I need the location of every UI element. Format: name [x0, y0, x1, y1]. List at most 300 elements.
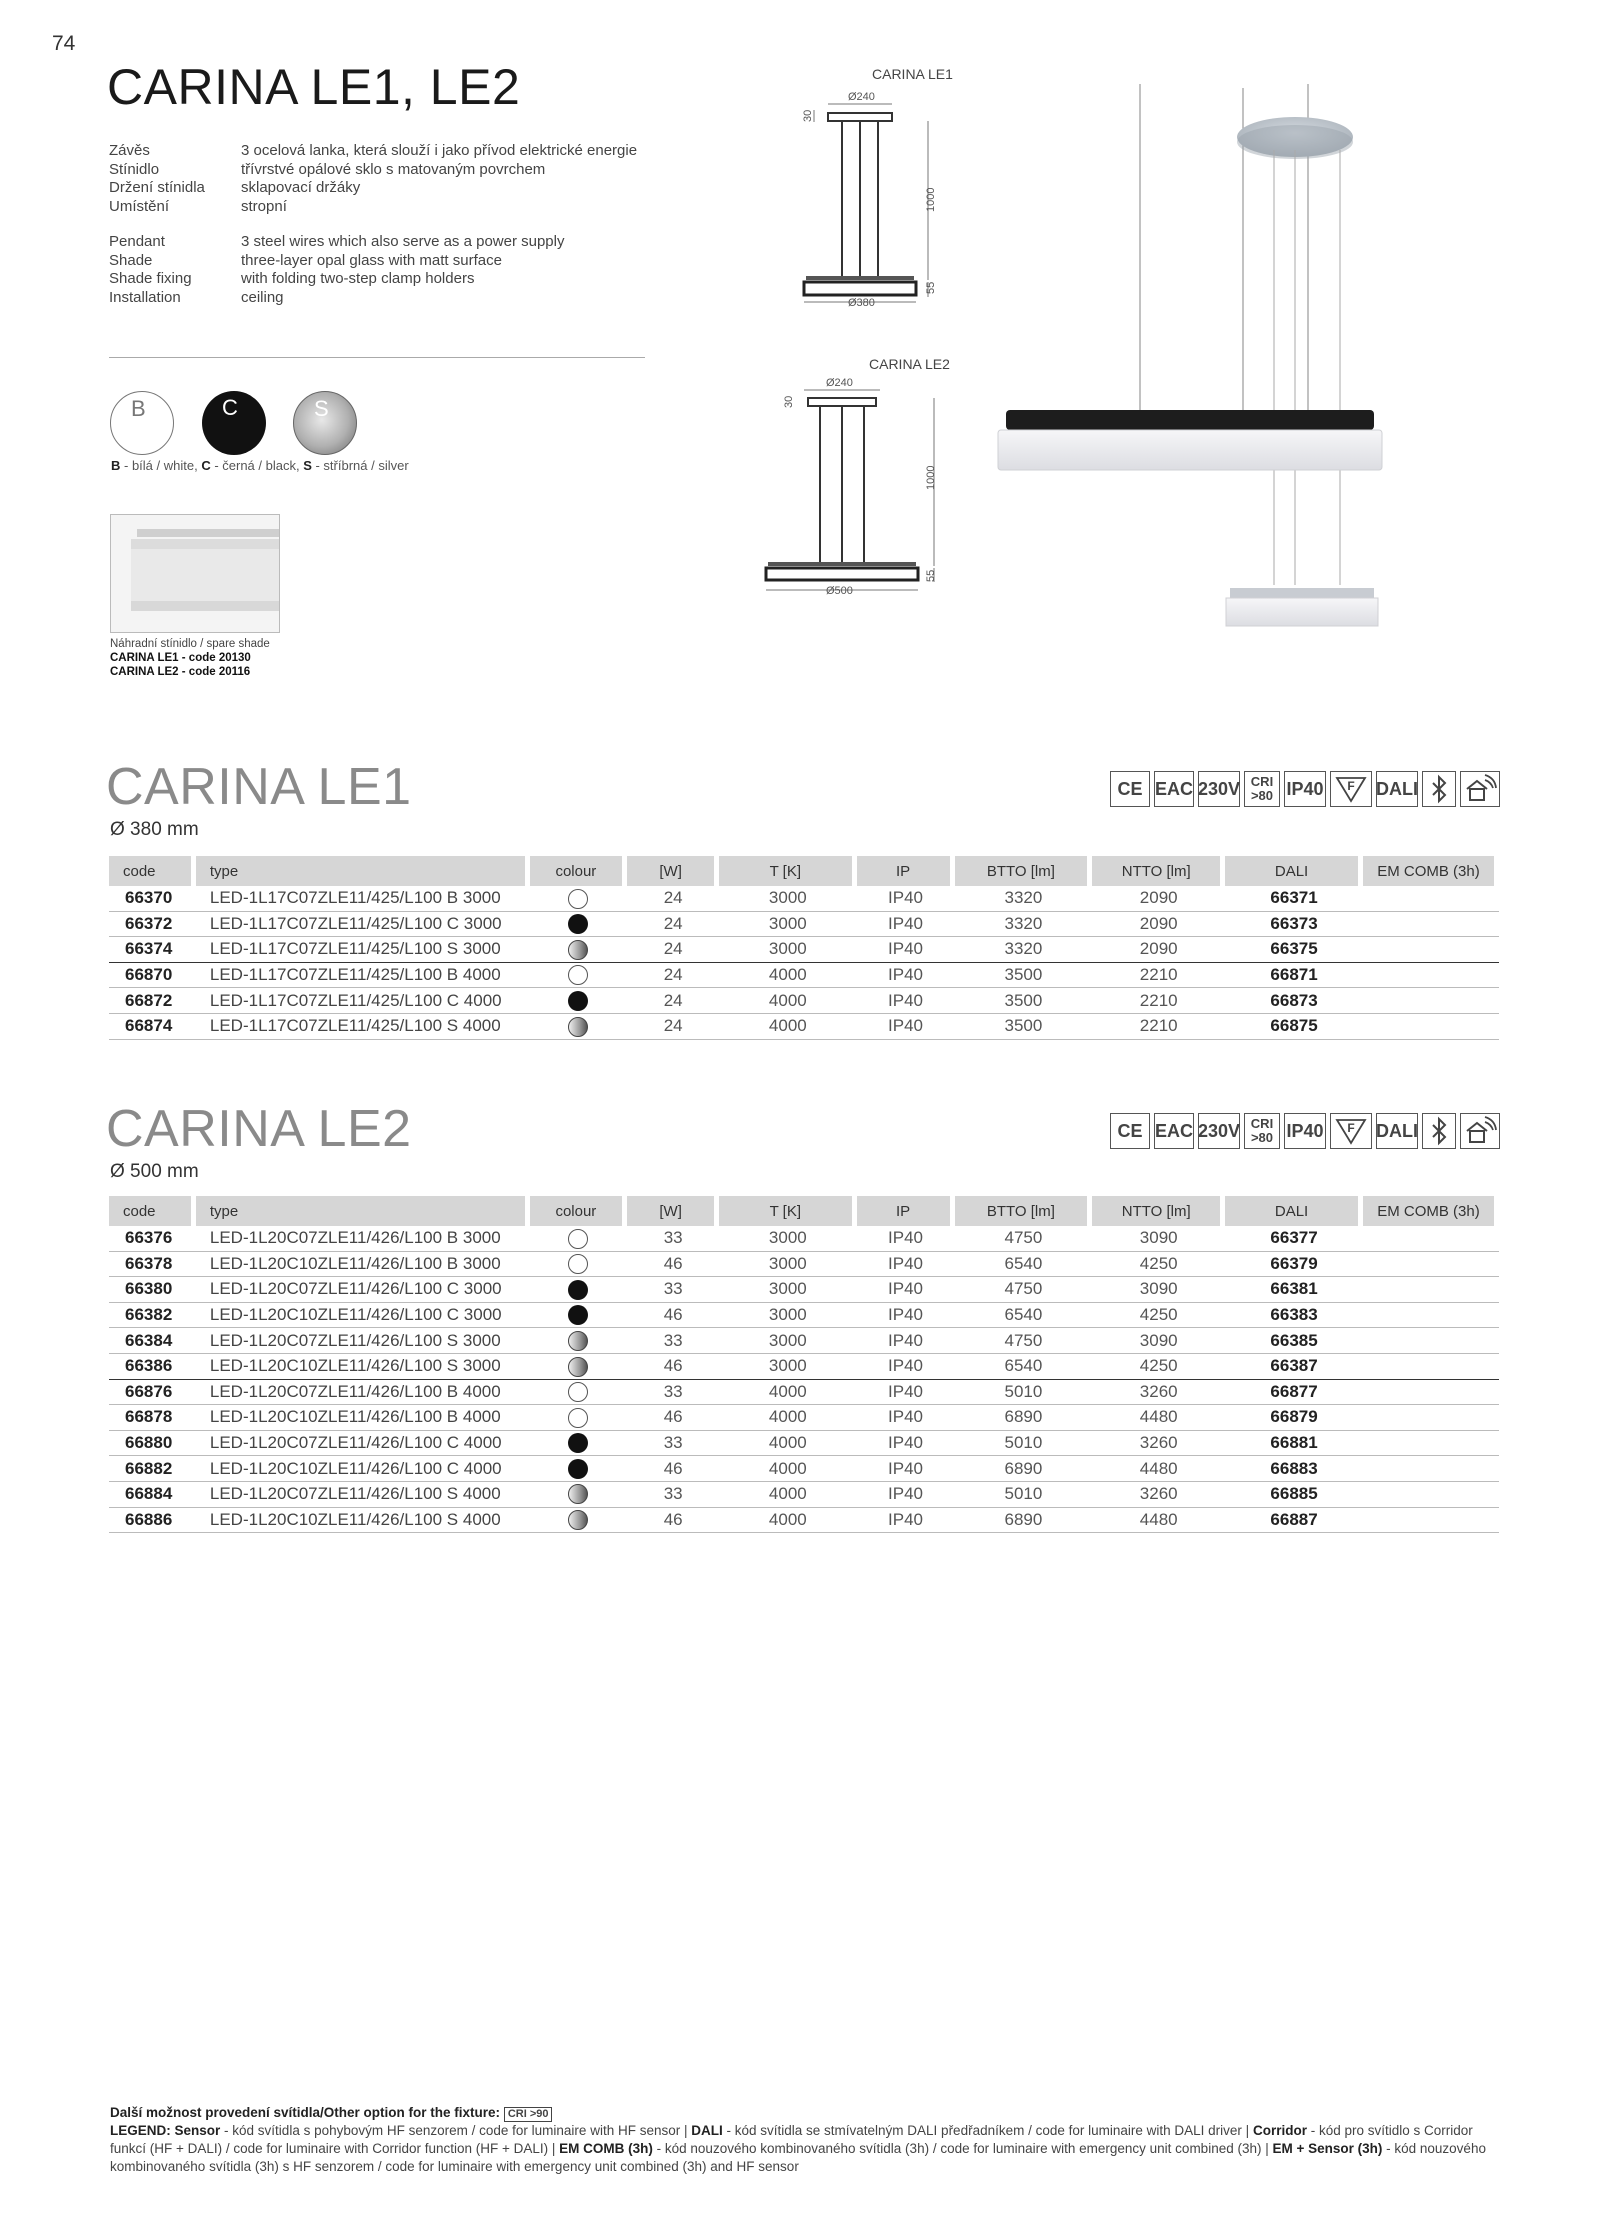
cell-ip: IP40: [857, 988, 955, 1014]
cell-btto: 3320: [955, 937, 1093, 963]
dali-icon: DALI: [1376, 771, 1418, 807]
column-header: type: [196, 856, 530, 886]
cell-ntto: 2090: [1092, 886, 1225, 912]
dim-le2-h-bottom: 55: [925, 569, 937, 582]
cell-em-comb: [1363, 937, 1499, 963]
cell-dali: 66387: [1225, 1354, 1363, 1380]
dim-le1-h-top: 30: [802, 109, 814, 122]
cell-ntto: 4250: [1092, 1252, 1225, 1278]
dim-le2-h-wire: 1000: [925, 465, 937, 490]
cell-code: 66378: [109, 1252, 196, 1278]
colour-dot-icon: [568, 1280, 588, 1300]
swatch-letter: C: [222, 395, 238, 420]
cell-watt: 46: [627, 1405, 719, 1431]
cell-watt: 24: [627, 988, 719, 1014]
cell-temp: 4000: [719, 1014, 856, 1040]
colour-dot-icon: [568, 889, 588, 909]
colour-dot-icon: [568, 914, 588, 934]
cell-em-comb: [1363, 886, 1499, 912]
swatch-letter: S: [314, 396, 329, 421]
cell-code: 66370: [109, 886, 196, 912]
table-row: [109, 963, 1499, 989]
smart-home-icon: [1460, 771, 1500, 807]
cell-btto: 3320: [955, 912, 1093, 938]
cell-ntto: 2210: [1092, 1014, 1225, 1040]
cri-bottom: >80: [1250, 788, 1274, 803]
cell-watt: 33: [627, 1226, 719, 1252]
column-header: DALI: [1225, 1196, 1363, 1226]
voltage-icon: 230V: [1198, 771, 1240, 807]
table-row: [109, 1226, 1499, 1252]
cell-em-comb: [1363, 1405, 1499, 1431]
table-header-row: [109, 1196, 1499, 1226]
cell-btto: 6890: [955, 1405, 1093, 1431]
cell-colour: [530, 1328, 628, 1354]
cell-code: 66870: [109, 963, 196, 989]
cell-ntto: 2090: [1092, 912, 1225, 938]
cell-em-comb: [1363, 1354, 1499, 1380]
cell-code: 66382: [109, 1303, 196, 1329]
cell-code: 66878: [109, 1405, 196, 1431]
certification-icons-le2: [1110, 1113, 1500, 1149]
table-row: [109, 1508, 1499, 1534]
dim-le2-top-d: Ø240: [826, 377, 853, 389]
page-number: 74: [52, 32, 76, 55]
colour-dot-icon: [568, 1331, 588, 1351]
table-row: [109, 1456, 1499, 1482]
cell-btto: 4750: [955, 1328, 1093, 1354]
cell-btto: 6540: [955, 1252, 1093, 1278]
cell-code: 66384: [109, 1328, 196, 1354]
cell-dali: 66877: [1225, 1380, 1363, 1406]
cell-em-comb: [1363, 1482, 1499, 1508]
cell-btto: 5010: [955, 1380, 1093, 1406]
cell-em-comb: [1363, 1380, 1499, 1406]
cell-dali: 66885: [1225, 1482, 1363, 1508]
cell-type: LED-1L17C07ZLE11/425/L100 B 3000: [196, 886, 530, 912]
cell-dali: 66371: [1225, 886, 1363, 912]
cell-colour: [530, 1405, 628, 1431]
cell-type: LED-1L20C10ZLE11/426/L100 C 4000: [196, 1456, 530, 1482]
cell-dali: 66375: [1225, 937, 1363, 963]
spec-value: 3 ocelová lanka, která slouží i jako přívod elektrické energie: [241, 142, 638, 159]
cell-em-comb: [1363, 1277, 1499, 1303]
cell-ntto: 4250: [1092, 1303, 1225, 1329]
cell-temp: 3000: [719, 1354, 856, 1380]
colour-dot-icon: [568, 1484, 588, 1504]
cell-dali: 66377: [1225, 1226, 1363, 1252]
cell-code: 66874: [109, 1014, 196, 1040]
cell-type: LED-1L20C10ZLE11/426/L100 B 3000: [196, 1252, 530, 1278]
cell-btto: 5010: [955, 1482, 1093, 1508]
cell-colour: [530, 937, 628, 963]
ip40-icon: IP40: [1284, 771, 1326, 807]
table-row: [109, 937, 1499, 963]
swatch-letter: B: [131, 396, 146, 421]
cell-em-comb: [1363, 912, 1499, 938]
f-mark-icon: [1330, 771, 1372, 807]
column-header: BTTO [lm]: [955, 856, 1093, 886]
cell-colour: [530, 1482, 628, 1508]
cell-watt: 46: [627, 1252, 719, 1278]
cell-temp: 4000: [719, 1405, 856, 1431]
cell-btto: 6540: [955, 1303, 1093, 1329]
cri-icon: [1244, 771, 1280, 807]
cell-ntto: 4480: [1092, 1456, 1225, 1482]
cell-code: 66886: [109, 1508, 196, 1534]
column-header: [W]: [627, 856, 719, 886]
cell-ntto: 3090: [1092, 1328, 1225, 1354]
cell-type: LED-1L20C10ZLE11/426/L100 C 3000: [196, 1303, 530, 1329]
column-header: NTTO [lm]: [1092, 856, 1225, 886]
footer-legend: [110, 2104, 1510, 2176]
eac-mark-icon: EAC: [1154, 1113, 1194, 1149]
cell-btto: 5010: [955, 1431, 1093, 1457]
cri-top: CRI: [1250, 1116, 1274, 1131]
cell-temp: 4000: [719, 988, 856, 1014]
spare-code-le2: CARINA LE2 - code 20116: [110, 666, 251, 678]
table-row: [109, 1014, 1499, 1040]
column-header: code: [109, 856, 196, 886]
cell-colour: [530, 1431, 628, 1457]
cell-temp: 3000: [719, 937, 856, 963]
cell-ntto: 3260: [1092, 1380, 1225, 1406]
legend-s-text: - stříbrná / silver: [311, 458, 409, 473]
cell-ntto: 3090: [1092, 1226, 1225, 1252]
spec-label: Držení stínidla: [109, 179, 205, 196]
cell-em-comb: [1363, 1303, 1499, 1329]
cell-type: LED-1L20C07ZLE11/426/L100 C 4000: [196, 1431, 530, 1457]
cell-watt: 46: [627, 1354, 719, 1380]
column-header: EM COMB (3h): [1363, 1196, 1499, 1226]
cell-ip: IP40: [857, 937, 955, 963]
cell-watt: 46: [627, 1303, 719, 1329]
table-row: [109, 912, 1499, 938]
column-header: EM COMB (3h): [1363, 856, 1499, 886]
cell-colour: [530, 886, 628, 912]
column-header: DALI: [1225, 856, 1363, 886]
dim-le1-bottom-d: Ø380: [848, 297, 875, 309]
cell-dali: 66383: [1225, 1303, 1363, 1329]
cell-watt: 24: [627, 1014, 719, 1040]
colour-dot-icon: [568, 1305, 588, 1325]
bluetooth-icon: [1422, 1113, 1456, 1149]
spec-label: Pendant: [109, 233, 165, 250]
cri90-badge: CRI >90: [504, 2107, 553, 2122]
spec-value: three-layer opal glass with matt surface: [241, 251, 502, 269]
cell-type: LED-1L20C10ZLE11/426/L100 S 4000: [196, 1508, 530, 1534]
cell-dali: 66871: [1225, 963, 1363, 989]
legend-b-text: - bílá / white,: [120, 458, 202, 473]
spec-label: Shade fixing: [109, 270, 192, 287]
cell-temp: 3000: [719, 1252, 856, 1278]
cell-ntto: 4480: [1092, 1508, 1225, 1534]
spec-label: Installation: [109, 288, 181, 306]
dim-le1-top-d: Ø240: [848, 91, 875, 103]
cell-temp: 3000: [719, 1303, 856, 1329]
cell-type: LED-1L20C07ZLE11/426/L100 S 3000: [196, 1328, 530, 1354]
spec-value: sklapovací držáky: [241, 179, 361, 196]
drawing-label-le1: CARINA LE1: [872, 66, 953, 82]
spare-code-le1: CARINA LE1 - code 20130: [110, 652, 251, 664]
cell-temp: 4000: [719, 1456, 856, 1482]
cell-colour: [530, 1456, 628, 1482]
cell-em-comb: [1363, 1431, 1499, 1457]
spec-value: stropní: [241, 197, 287, 215]
legend-b: B: [111, 458, 121, 473]
colour-dot-icon: [568, 965, 588, 985]
cell-dali: 66385: [1225, 1328, 1363, 1354]
legend-c: C: [201, 458, 211, 473]
cell-em-comb: [1363, 963, 1499, 989]
cell-ip: IP40: [857, 1380, 955, 1406]
product-photo: [990, 80, 1390, 640]
cell-watt: 33: [627, 1380, 719, 1406]
cell-temp: 3000: [719, 1226, 856, 1252]
cell-ip: IP40: [857, 886, 955, 912]
cell-dali: 66883: [1225, 1456, 1363, 1482]
certification-icons-le1: [1110, 771, 1500, 807]
cell-type: LED-1L20C07ZLE11/426/L100 S 4000: [196, 1482, 530, 1508]
cell-type: LED-1L20C10ZLE11/426/L100 B 4000: [196, 1405, 530, 1431]
cell-ntto: 3260: [1092, 1431, 1225, 1457]
cell-dali: 66879: [1225, 1405, 1363, 1431]
column-header: [W]: [627, 1196, 719, 1226]
cell-type: LED-1L17C07ZLE11/425/L100 S 4000: [196, 1014, 530, 1040]
section-title-le2: CARINA LE2: [106, 1100, 412, 1158]
cell-colour: [530, 1354, 628, 1380]
cri-icon: [1244, 1113, 1280, 1149]
colour-dot-icon: [568, 1357, 588, 1377]
legend-dali-text: - kód svítidla se stmívatelným DALI předřadníkem / code for luminaire with DALI driver |: [722, 2123, 1253, 2138]
legend-emsensor: EM + Sensor (3h): [1272, 2141, 1383, 2156]
f-letter: F: [1347, 779, 1355, 793]
dim-le1-h-wire: 1000: [925, 187, 937, 212]
spec-label: Shade: [109, 251, 153, 269]
cell-colour: [530, 1508, 628, 1534]
table-row: [109, 1303, 1499, 1329]
colour-dot-icon: [568, 1017, 588, 1037]
cell-colour: [530, 912, 628, 938]
cell-type: LED-1L20C07ZLE11/426/L100 B 3000: [196, 1226, 530, 1252]
cell-code: 66374: [109, 937, 196, 963]
cell-code: 66882: [109, 1456, 196, 1482]
cell-btto: 3500: [955, 988, 1093, 1014]
spare-line: Náhradní stínidlo / spare shade: [110, 638, 270, 650]
table-row: [109, 988, 1499, 1014]
cell-ip: IP40: [857, 1303, 955, 1329]
colour-dot-icon: [568, 1408, 588, 1428]
cell-watt: 24: [627, 937, 719, 963]
cell-ip: IP40: [857, 1405, 955, 1431]
cell-type: LED-1L17C07ZLE11/425/L100 S 3000: [196, 937, 530, 963]
dim-le2-bottom-d: Ø500: [826, 585, 853, 597]
cell-dali: 66373: [1225, 912, 1363, 938]
page-title: CARINA LE1, LE2: [107, 59, 521, 115]
colour-dot-icon: [568, 1459, 588, 1479]
cell-dali: 66875: [1225, 1014, 1363, 1040]
cell-temp: 3000: [719, 886, 856, 912]
cell-colour: [530, 1252, 628, 1278]
cell-btto: 4750: [955, 1277, 1093, 1303]
cell-temp: 3000: [719, 1277, 856, 1303]
column-header: T [K]: [719, 856, 856, 886]
ce-mark-icon: CE: [1110, 771, 1150, 807]
cell-temp: 4000: [719, 963, 856, 989]
legend-c-text: - černá / black,: [210, 458, 304, 473]
cell-colour: [530, 1277, 628, 1303]
product-table-le1: [109, 856, 1499, 1040]
table-row: [109, 1277, 1499, 1303]
colour-dot-icon: [568, 1510, 588, 1530]
column-header: type: [196, 1196, 530, 1226]
cell-em-comb: [1363, 1508, 1499, 1534]
cell-ntto: 4250: [1092, 1354, 1225, 1380]
cell-em-comb: [1363, 1328, 1499, 1354]
legend-corridor-text: - kód pro svítidlo s Corridor funkcí (HF + DALI) / code for luminaire with Corridor function (HF + DALI) |: [110, 2123, 1473, 2156]
cell-colour: [530, 1303, 628, 1329]
cell-em-comb: [1363, 1252, 1499, 1278]
cell-type: LED-1L17C07ZLE11/425/L100 B 4000: [196, 963, 530, 989]
cell-watt: 24: [627, 912, 719, 938]
cell-code: 66386: [109, 1354, 196, 1380]
cell-ip: IP40: [857, 912, 955, 938]
cell-code: 66872: [109, 988, 196, 1014]
cell-dali: 66881: [1225, 1431, 1363, 1457]
cell-type: LED-1L20C10ZLE11/426/L100 S 3000: [196, 1354, 530, 1380]
spec-label: Závěs: [109, 142, 150, 159]
ip40-icon: IP40: [1284, 1113, 1326, 1149]
legend-sensor: Sensor: [174, 2123, 221, 2138]
column-header: NTTO [lm]: [1092, 1196, 1225, 1226]
cell-dali: 66379: [1225, 1252, 1363, 1278]
legend-emcomb-text: - kód nouzového kombinovaného svítidla (3h) / code for luminaire with emergency unit combined (3h) |: [652, 2141, 1273, 2156]
colour-dot-icon: [568, 1382, 588, 1402]
cell-ip: IP40: [857, 1014, 955, 1040]
bluetooth-icon: [1422, 771, 1456, 807]
cell-colour: [530, 1014, 628, 1040]
cell-code: 66880: [109, 1431, 196, 1457]
legend-label: LEGEND:: [110, 2123, 171, 2138]
cri-top: CRI: [1250, 774, 1274, 789]
column-header: code: [109, 1196, 196, 1226]
spec-label: Stínidlo: [109, 160, 160, 178]
legend-dali: DALI: [691, 2123, 723, 2138]
table-row: [109, 1380, 1499, 1406]
cell-em-comb: [1363, 1456, 1499, 1482]
section-diameter-le2: Ø 500 mm: [110, 1161, 199, 1182]
column-header: IP: [857, 856, 955, 886]
column-header: T [K]: [719, 1196, 856, 1226]
dim-le1-h-bottom: 55: [925, 281, 937, 294]
cri-bottom: >80: [1250, 1130, 1274, 1145]
cell-ntto: 3260: [1092, 1482, 1225, 1508]
cell-dali: 66873: [1225, 988, 1363, 1014]
cell-watt: 33: [627, 1482, 719, 1508]
spec-value: with folding two-step clamp holders: [241, 270, 475, 287]
column-header: colour: [530, 1196, 628, 1226]
cell-ip: IP40: [857, 1277, 955, 1303]
table-row: [109, 1252, 1499, 1278]
cell-ip: IP40: [857, 1431, 955, 1457]
table-row: [109, 1482, 1499, 1508]
table-header-row: [109, 856, 1499, 886]
legend-corridor: Corridor: [1252, 2123, 1307, 2138]
legend-sensor-text: - kód svítidla s pohybovým HF senzorem / code for luminaire with HF sensor |: [220, 2123, 692, 2138]
table-row: [109, 1328, 1499, 1354]
cell-colour: [530, 1380, 628, 1406]
spec-label: Umístění: [109, 197, 170, 215]
cell-ntto: 2090: [1092, 937, 1225, 963]
cell-colour: [530, 988, 628, 1014]
dim-le2-h-top: 30: [783, 395, 795, 408]
cell-ip: IP40: [857, 1252, 955, 1278]
cell-temp: 3000: [719, 1328, 856, 1354]
cell-ip: IP40: [857, 1456, 955, 1482]
cell-temp: 3000: [719, 912, 856, 938]
cell-ntto: 3090: [1092, 1277, 1225, 1303]
cell-watt: 33: [627, 1328, 719, 1354]
colour-dot-icon: [568, 991, 588, 1011]
cell-code: 66876: [109, 1380, 196, 1406]
cell-ntto: 2210: [1092, 963, 1225, 989]
voltage-icon: 230V: [1198, 1113, 1240, 1149]
cell-code: 66376: [109, 1226, 196, 1252]
cell-watt: 46: [627, 1456, 719, 1482]
cell-code: 66884: [109, 1482, 196, 1508]
cell-btto: 3320: [955, 886, 1093, 912]
cell-temp: 4000: [719, 1508, 856, 1534]
cell-temp: 4000: [719, 1431, 856, 1457]
cell-watt: 33: [627, 1277, 719, 1303]
cell-dali: 66887: [1225, 1508, 1363, 1534]
cell-watt: 33: [627, 1431, 719, 1457]
table-row: [109, 1354, 1499, 1380]
cell-btto: 6890: [955, 1508, 1093, 1534]
section-diameter-le1: Ø 380 mm: [110, 819, 199, 840]
cell-watt: 24: [627, 963, 719, 989]
table-row: [109, 1431, 1499, 1457]
cell-btto: 6540: [955, 1354, 1093, 1380]
cell-ip: IP40: [857, 1354, 955, 1380]
cell-ip: IP40: [857, 963, 955, 989]
column-header: colour: [530, 856, 628, 886]
cell-code: 66372: [109, 912, 196, 938]
cell-btto: 6890: [955, 1456, 1093, 1482]
colour-dot-icon: [568, 1229, 588, 1249]
cell-type: LED-1L17C07ZLE11/425/L100 C 3000: [196, 912, 530, 938]
spec-value: 3 steel wires which also serve as a power supply: [241, 233, 565, 250]
table-row: [109, 1405, 1499, 1431]
cell-ip: IP40: [857, 1508, 955, 1534]
cell-btto: 3500: [955, 963, 1093, 989]
legend-s: S: [303, 458, 312, 473]
dali-icon: DALI: [1376, 1113, 1418, 1149]
colour-dot-icon: [568, 1254, 588, 1274]
cell-ip: IP40: [857, 1328, 955, 1354]
product-table-le2: [109, 1196, 1499, 1533]
cell-em-comb: [1363, 1226, 1499, 1252]
f-mark-icon: [1330, 1113, 1372, 1149]
column-header: BTTO [lm]: [955, 1196, 1093, 1226]
table-row: [109, 886, 1499, 912]
cell-ntto: 4480: [1092, 1405, 1225, 1431]
cell-btto: 3500: [955, 1014, 1093, 1040]
cell-type: LED-1L20C07ZLE11/426/L100 C 3000: [196, 1277, 530, 1303]
eac-mark-icon: EAC: [1154, 771, 1194, 807]
cell-temp: 4000: [719, 1380, 856, 1406]
legend-emcomb: EM COMB (3h): [559, 2141, 653, 2156]
